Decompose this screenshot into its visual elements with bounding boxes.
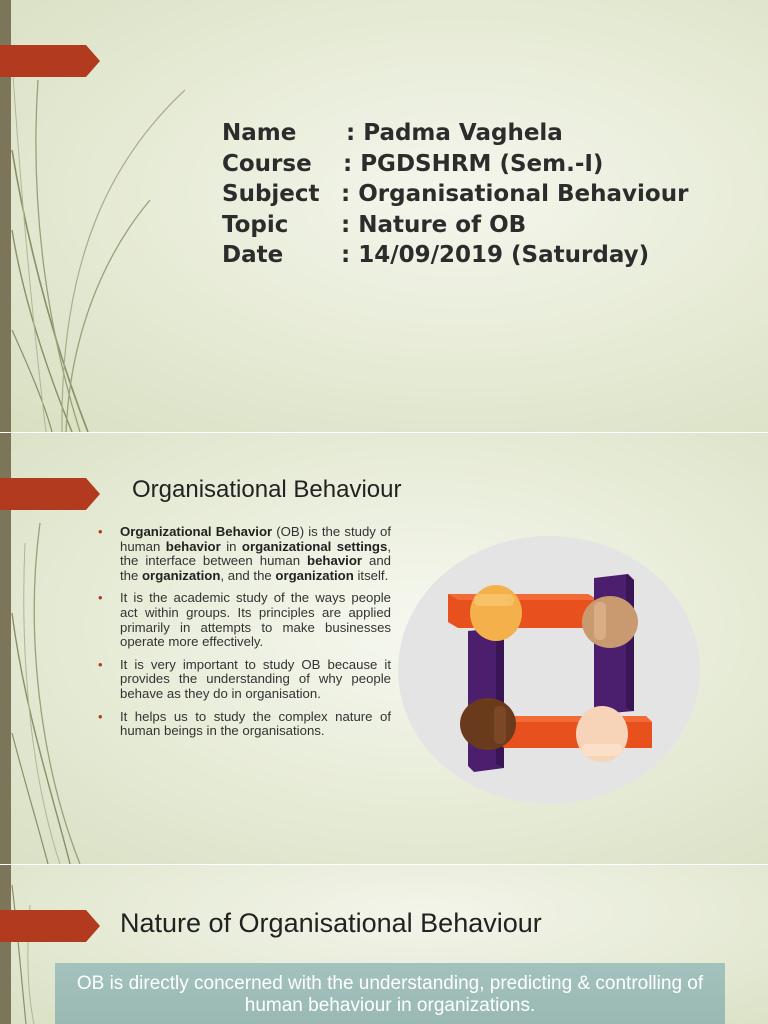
bullet-item xyxy=(98,591,391,649)
slide-organisational-behaviour xyxy=(0,433,768,864)
bullet-plain-text: , and the xyxy=(220,567,276,583)
info-value: : Nature of OB xyxy=(341,211,527,238)
bullet-plain-text: It is very important to study OB because it provides the understanding of why people behave as they do in organisation. xyxy=(120,656,391,701)
bullet-item xyxy=(98,710,391,739)
bullet-item xyxy=(98,658,391,702)
red-arrow-tag xyxy=(0,910,100,942)
bullet-text xyxy=(120,524,391,583)
info-label: Subject xyxy=(222,181,320,208)
bullet-dot-icon: • xyxy=(98,656,103,672)
bullet-bold-text: organization xyxy=(275,567,354,583)
bullet-bold-text: Organizational Behavior xyxy=(120,524,273,539)
slide-nature-of-ob xyxy=(0,865,768,1024)
bullet-text xyxy=(120,590,391,649)
definition-banner: OB is directly concerned with the understanding, predicting & controlling of human behaviour in organizations. xyxy=(55,963,725,1024)
bullet-bold-text: behavior xyxy=(165,538,221,554)
red-arrow-tag xyxy=(0,478,100,510)
bullet-plain-text: It helps us to study the complex nature of human beings in the organisations. xyxy=(120,708,391,739)
info-value: : 14/09/2019 (Saturday) xyxy=(341,242,650,269)
bullet-plain-text: (OB) is the study of human xyxy=(120,524,391,554)
bullet-text xyxy=(120,709,391,739)
bullet-text xyxy=(120,657,391,701)
red-arrow-tag xyxy=(0,45,100,77)
bullet-dot-icon: • xyxy=(98,708,103,724)
bullet-plain-text: , the interface between human xyxy=(120,538,391,569)
info-label: Course xyxy=(222,150,312,177)
bullet-bold-text: organizational settings xyxy=(241,538,388,554)
bullet-plain-text: itself. xyxy=(353,567,389,583)
info-label: Topic xyxy=(222,211,289,238)
bullet-list xyxy=(98,525,391,747)
info-value: : Organisational Behaviour xyxy=(341,181,689,208)
info-value: : Padma Vaghela xyxy=(346,120,563,146)
left-sidebar-bar xyxy=(0,865,11,1024)
info-label: Name xyxy=(222,120,297,146)
bullet-plain-text: in xyxy=(220,538,242,554)
bullet-item xyxy=(98,525,391,583)
info-label: Date xyxy=(222,242,284,269)
slide-heading: Nature of Organisational Behaviour xyxy=(120,908,542,938)
slide-title-info xyxy=(0,0,768,432)
bullet-bold-text: behavior xyxy=(307,553,363,569)
bullet-dot-icon: • xyxy=(98,524,103,539)
bullet-plain-text: and the xyxy=(120,553,392,583)
slide-heading: Organisational Behaviour xyxy=(132,476,402,503)
bullet-bold-text: organization xyxy=(142,567,221,583)
info-value: : PGDSHRM (Sem.-I) xyxy=(343,150,604,177)
bullet-plain-text: It is the academic study of the ways people act within groups. Its principles are applied primarily in attempts to make businesses operate more effectively. xyxy=(120,590,391,650)
bullet-dot-icon: • xyxy=(98,590,103,606)
teamwork-hands-icon xyxy=(398,536,700,804)
